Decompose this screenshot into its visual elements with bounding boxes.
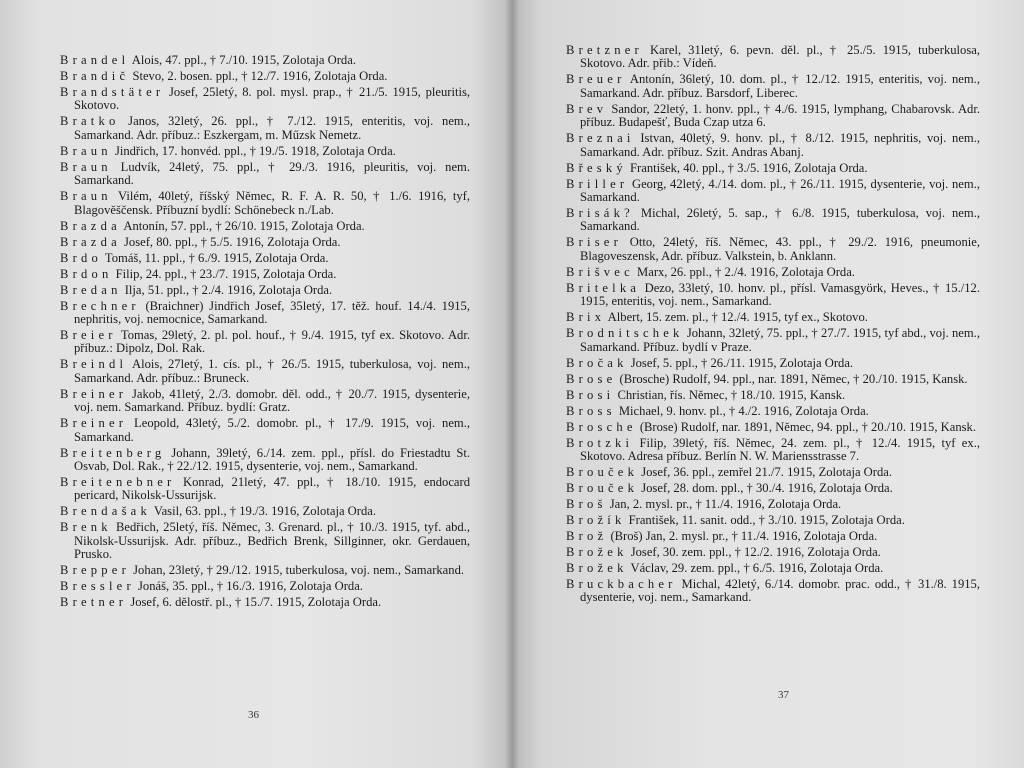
entry-surname: Brandel xyxy=(60,53,130,67)
entry-details: Bedřich, 25letý, říš. Němec, 3. Grenard. pl., † 10./3. 1915, tyf. abd., Nikolsk-Ussurijsk. Adr. příbuz., Bedřich Brenk, Sillginner, okr. Gerdauen, Prusko. xyxy=(74,520,470,562)
entry-surname: Broš xyxy=(566,497,607,512)
register-entry xyxy=(566,514,980,527)
entry-details: Filip, 24. ppl., † 23./7. 1915, Zolotaja Orda. xyxy=(115,266,337,281)
entry-surname: Breindl xyxy=(60,357,128,372)
entry-details: Marx, 26. ppl., † 2./4. 1916, Zolotaja Orda. xyxy=(637,264,855,279)
register-entry xyxy=(60,505,470,518)
register-entry xyxy=(566,236,980,263)
entry-details: Josef, 25letý, 8. pol. mysl. prap., † 21./5. 1915, pleuritis, Skotovo. xyxy=(74,85,470,113)
entry-details: Alois, 47. ppl., † 7./10. 1915, Zolotaja Orda. xyxy=(131,53,356,67)
entry-surname: Brdo xyxy=(60,250,102,265)
right-entry-list xyxy=(566,44,980,605)
entry-surname: Brisák? xyxy=(566,206,634,221)
entry-details: Alois, 27letý, 1. cís. pl., † 26./5. 1915, tuberkulosa, voj. nem., Samarkand. Adr. příbuz.: Bruneck. xyxy=(74,357,470,385)
entry-surname: Bretner xyxy=(60,595,128,610)
entry-surname: Breznai xyxy=(566,131,635,146)
entry-details: Ilja, 51. ppl., † 2./4. 1916, Zolotaja Orda. xyxy=(124,282,333,297)
entry-surname: Breiner xyxy=(60,416,128,431)
register-entry xyxy=(60,388,470,415)
entry-surname: Břeský xyxy=(566,160,627,175)
register-entry xyxy=(60,161,470,188)
entry-details: Karel, 31letý, 6. pevn. děl. pl., † 25./5. 1915, tuberkulosa, Skotovo. Adr. přib.: Vídeň. xyxy=(580,43,980,71)
entry-surname: Breier xyxy=(60,328,117,343)
register-entry xyxy=(566,578,980,605)
register-entry xyxy=(566,405,980,418)
entry-surname: Brosche xyxy=(566,419,637,434)
register-entry xyxy=(566,132,980,159)
register-entry xyxy=(60,236,470,249)
entry-surname: Bratko xyxy=(60,114,120,129)
register-entry xyxy=(60,268,470,281)
entry-details: Tomáš, 11. ppl., † 6./9. 1915, Zolotaja Orda. xyxy=(104,250,329,265)
entry-surname: Brev xyxy=(566,101,608,116)
entry-surname: Brazda xyxy=(60,234,121,249)
register-entry xyxy=(566,73,980,100)
register-entry xyxy=(60,476,470,503)
register-entry xyxy=(566,498,980,511)
entry-surname: Braun xyxy=(60,189,112,204)
entry-details: Tomas, 29letý, 2. pl. pol. houf., † 9./4. 1915, tyf ex. Skotovo. Adr. příbuz.: Dipolz, Dol. Rak. xyxy=(74,328,470,356)
entry-surname: Brožek xyxy=(566,545,628,560)
entry-surname: Brouček xyxy=(566,465,639,480)
entry-details: Georg, 42letý, 4./14. dom. pl., † 26./11. 1915, dysenterie, voj. nem., Samarkand. xyxy=(580,176,980,205)
register-entry xyxy=(566,103,980,130)
entry-details: Johann, 32letý, 75. ppl., † 27./7. 1915, tyf abd., voj. nem., Samarkand. Příbuz. bydlí v Praze. xyxy=(580,326,980,354)
entry-surname: Breuer xyxy=(566,72,626,87)
entry-details: Albert, 15. zem. pl., † 12./4. 1915, tyf ex., Skotovo. xyxy=(607,310,868,325)
entry-details: Jan, 2. mysl. pr., † 11./4. 1916, Zolotaja Orda. xyxy=(609,497,842,512)
register-entry xyxy=(566,327,980,354)
entry-surname: Brix xyxy=(566,310,606,325)
entry-surname: Bredan xyxy=(60,282,122,297)
entry-surname: Brožek xyxy=(566,561,628,576)
entry-details: Antonín, 57. ppl., † 26/10. 1915, Zolotaja Orda. xyxy=(123,218,365,233)
entry-surname: Bretzner xyxy=(566,43,643,57)
entry-details: Michael, 9. honv. pl., † 4./2. 1916, Zolotaja Orda. xyxy=(618,403,869,418)
entry-details: Josef, 80. ppl., † 5./5. 1916, Zolotaja Orda. xyxy=(124,234,341,249)
entry-details: Istvan, 40letý, 9. honv. pl., † 8./12. 1915, nephritis, voj. nem., Samarkand. Adr. příbuz. Szit. Andras Abanj. xyxy=(580,131,980,159)
entry-details: Christian, řís. Němec, † 18./10. 1915, Kansk. xyxy=(617,387,846,402)
entry-details: Václav, 29. zem. ppl., † 6./5. 1916, Zolotaja Orda. xyxy=(630,561,884,576)
entry-surname: Breitenberg xyxy=(60,445,166,460)
entry-details: Jakob, 41letý, 2./3. domobr. děl. odd., † 20./7. 1915, dysenterie, voj. nem. Samarkand. Příbuz. bydlí: Gratz. xyxy=(74,386,470,415)
register-entry xyxy=(566,162,980,175)
register-entry xyxy=(60,358,470,385)
register-entry xyxy=(60,284,470,297)
entry-details: Dezo, 33letý, 10. honv. pl., přísl. Vamasgyörk, Heves., † 15./12. 1915, enteritis, voj. nem., Samarkand. xyxy=(580,280,980,309)
right-page-number: 37 xyxy=(778,688,789,701)
entry-details: Otto, 24letý, říš. Němec, 43. ppl., † 29./2. 1916, pneumonie, Blagoveszensk, Adr. příbuz. Valkstein, b. Anklann. xyxy=(580,235,980,263)
entry-details: Johann, 39letý, 6./14. zem. ppl., přísl. do Friestadtu St. Osvab, Dol. Rak., † 22./12. 1915, dysenterie, voj. nem., Samarkand. xyxy=(74,445,470,474)
register-entry xyxy=(60,596,470,609)
register-entry xyxy=(60,300,470,327)
entry-details: Michal, 42letý, 6./14. domobr. prac. odd., † 31./8. 1915, dysenterie, voj. nem., Samarkand. xyxy=(580,577,980,605)
register-entry xyxy=(566,357,980,370)
entry-surname: Brouček xyxy=(566,481,639,496)
register-entry xyxy=(60,564,470,577)
register-entry xyxy=(60,252,470,265)
entry-surname: Brendašak xyxy=(60,504,151,519)
register-entry xyxy=(60,220,470,233)
entry-details: (Broš) Jan, 2. mysl. pr., † 11./4. 1916, Zolotaja Orda. xyxy=(610,529,878,544)
entry-surname: Brepper xyxy=(60,563,130,578)
entry-details: (Braichner) Jindřich Josef, 35letý, 17. těž. houf. 14./4. 1915, nephritis, voj. nemocnice, Samarkand. xyxy=(74,298,470,327)
entry-details: František, 40. ppl., † 3./5. 1916, Zolotaja Orda. xyxy=(630,160,868,175)
register-entry xyxy=(60,145,470,158)
entry-details: Vasil, 63. ppl., † 19./3. 1916, Zolotaja Orda. xyxy=(153,504,377,519)
register-entry xyxy=(60,115,470,142)
register-entry xyxy=(566,266,980,279)
entry-surname: Brazda xyxy=(60,218,121,233)
entry-surname: Braun xyxy=(60,159,112,174)
entry-surname: Braun xyxy=(60,143,112,158)
register-entry xyxy=(60,70,470,83)
entry-surname: Briller xyxy=(566,176,629,191)
entry-details: Josef, 30. zem. ppl., † 12./2. 1916, Zolotaja Orda. xyxy=(630,545,881,560)
entry-surname: Brišvec xyxy=(566,264,634,279)
entry-details: Janos, 32letý, 26. ppl., † 7./12. 1915, enteritis, voj. nem., Samarkand. Adr. příbuz.: Eszkergam, m. Műzsk Nemetz. xyxy=(74,114,470,142)
entry-details: Johan, 23letý, † 29./12. 1915, tuberkulosa, voj. nem., Samarkand. xyxy=(133,563,465,578)
entry-surname: Britelka xyxy=(566,280,641,295)
entry-surname: Brosi xyxy=(566,387,615,402)
entry-details: Ludvík, 24letý, 75. ppl., † 29./3. 1916, pleuritis, voj. nem. Samarkand. xyxy=(74,159,470,188)
entry-details: Josef, 5. ppl., † 26./11. 1915, Zolotaja Orda. xyxy=(630,355,854,370)
entry-surname: Brož xyxy=(566,529,608,544)
register-entry xyxy=(60,54,470,67)
entry-details: Michal, 26letý, 5. sap., † 6./8. 1915, tuberkulosa, voj. nem., Samarkand. xyxy=(580,206,980,234)
entry-surname: Bressler xyxy=(60,579,135,594)
register-entry xyxy=(566,178,980,205)
entry-details: (Brosche) Rudolf, 94. ppl., nar. 1891, Němec, † 20./10. 1915, Kansk. xyxy=(619,371,968,386)
entry-details: Stevo, 2. bosen. ppl., † 12./7. 1916, Zolotaja Orda. xyxy=(132,69,388,83)
register-entry xyxy=(60,580,470,593)
entry-surname: Brotzki xyxy=(566,435,634,450)
register-entry xyxy=(60,417,470,444)
entry-details: Vilém, 40letý, říšský Němec, R. F. A. R. 50, † 1./6. 1916, tyf, Blagověščensk. Příbuzní bydlí: Schönebeck n./Lab. xyxy=(74,189,471,217)
right-page xyxy=(512,0,1024,768)
entry-details: Jonáš, 35. ppl., † 16./3. 1916, Zolotaja Orda. xyxy=(138,579,363,594)
entry-surname: Brandstäter xyxy=(60,85,165,99)
entry-surname: Brose xyxy=(566,371,617,386)
entry-details: František, 11. sanit. odd., † 3./10. 1915, Zolotaja Orda. xyxy=(628,513,905,528)
register-entry xyxy=(60,447,470,474)
register-entry xyxy=(566,44,980,71)
left-page-number: 36 xyxy=(248,708,259,721)
register-entry xyxy=(566,282,980,309)
entry-surname: Brdon xyxy=(60,266,113,281)
register-entry xyxy=(566,546,980,559)
register-entry xyxy=(566,466,980,479)
register-entry xyxy=(566,373,980,386)
entry-surname: Bročak xyxy=(566,355,628,370)
entry-details: Sandor, 22letý, 1. honv. ppl., † 4./6. 1915, lymphang, Chabarovsk. Adr. příbuz. Budapešť, Buda Czap utza 6. xyxy=(580,101,980,130)
left-entry-list xyxy=(60,54,470,610)
register-entry xyxy=(60,329,470,356)
entry-surname: Brenk xyxy=(60,520,112,535)
register-entry xyxy=(566,389,980,402)
entry-details: Konrad, 21letý, 47. ppl., † 18./10. 1915, endocard pericard, Nikolsk-Ussurijsk. xyxy=(74,475,470,503)
register-entry xyxy=(566,530,980,543)
entry-surname: Brandič xyxy=(60,69,130,83)
entry-surname: Briser xyxy=(566,235,622,250)
entry-details: Jindřich, 17. honvéd. ppl., † 19./5. 1918, Zolotaja Orda. xyxy=(114,143,396,158)
entry-details: Josef, 28. dom. ppl., † 30./4. 1916, Zolotaja Orda. xyxy=(641,481,893,496)
entry-details: Filip, 39letý, říš. Němec, 24. zem. pl., † 12./4. 1915, tyf ex., Skotovo. Adresa příbuz. Berlín N. W. Mariensstrasse 7. xyxy=(580,435,980,464)
entry-surname: Bruckbacher xyxy=(566,577,677,592)
entry-surname: Brechner xyxy=(60,298,140,313)
register-entry xyxy=(566,421,980,434)
entry-surname: Brodnitschek xyxy=(566,326,684,341)
entry-details: (Brose) Rudolf, nar. 1891, Němec, 94. ppl., † 20./10. 1915, Kansk. xyxy=(639,419,976,434)
entry-details: Antonín, 36letý, 10. dom. pl., † 12./12. 1915, enteritis, voj. nem., Samarkand. Adr. příbuz. Barsdorf, Liberec. xyxy=(580,72,980,100)
register-entry xyxy=(60,521,470,561)
entry-details: Josef, 6. dělostř. pl., † 15./7. 1915, Zolotaja Orda. xyxy=(130,595,382,610)
entry-surname: Breitenebner xyxy=(60,475,176,490)
register-entry xyxy=(566,562,980,575)
entry-details: Josef, 36. ppl., zemřel 21./7. 1915, Zolotaja Orda. xyxy=(641,465,893,480)
register-entry xyxy=(566,207,980,234)
register-entry xyxy=(60,86,470,113)
entry-surname: Brožík xyxy=(566,513,626,528)
entry-surname: Bross xyxy=(566,403,616,418)
entry-surname: Breiner xyxy=(60,386,128,401)
register-entry xyxy=(566,437,980,464)
register-entry xyxy=(566,311,980,324)
entry-details: Leopold, 43letý, 5./2. domobr. pl., † 17./9. 1915, voj. nem., Samarkand. xyxy=(74,416,470,444)
register-entry xyxy=(566,482,980,495)
register-entry xyxy=(60,190,470,217)
